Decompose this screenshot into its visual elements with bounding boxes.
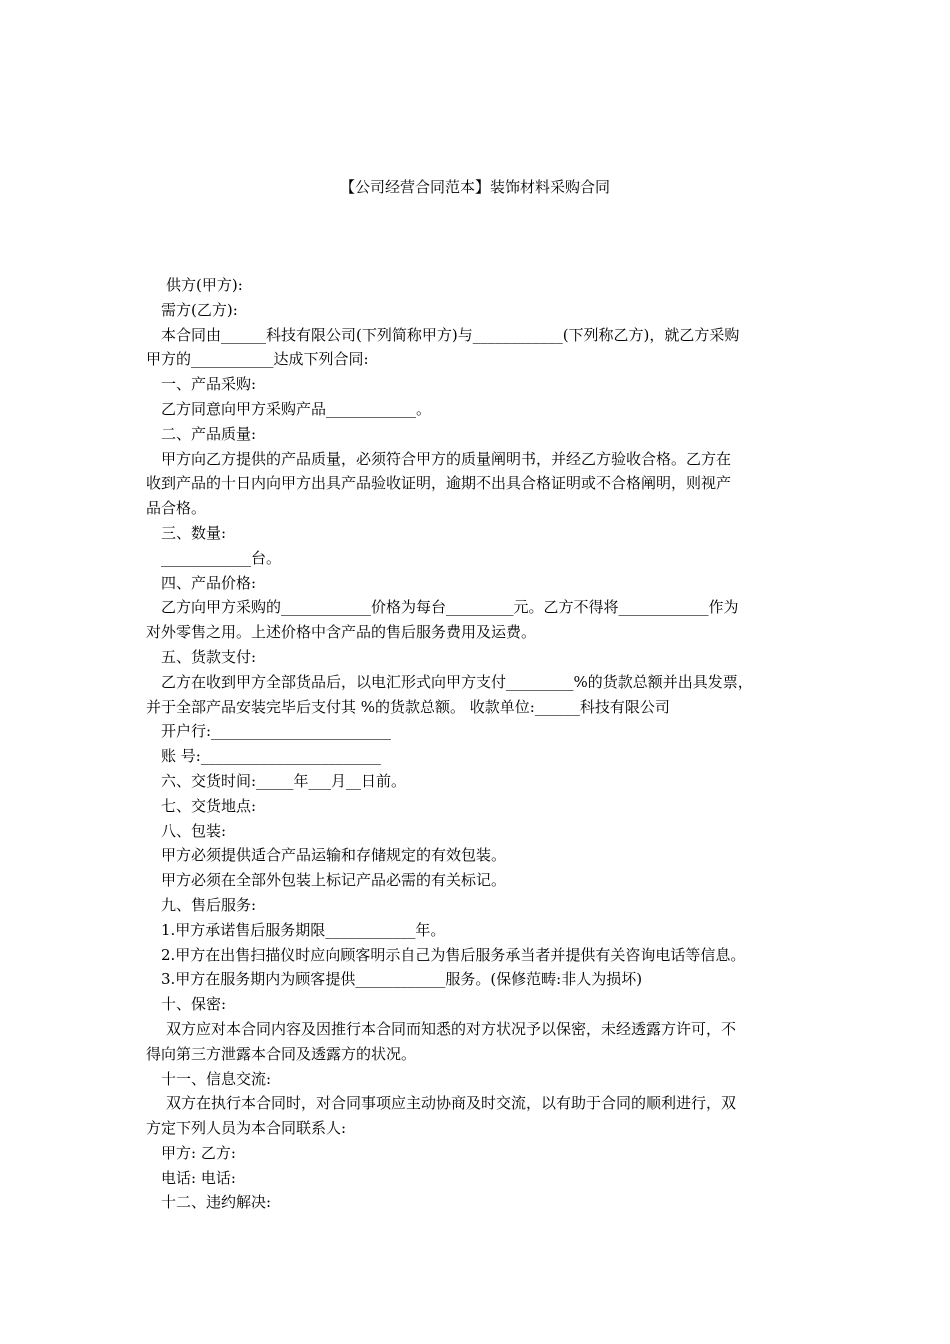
section-2-text-3: 品合格。 xyxy=(146,499,207,518)
section-5-text-2: 并于全部产品安装完毕后支付其 %的货款总额。 收款单位:______科技有限公司 xyxy=(146,697,670,716)
section-4-text-1: 乙方向甲方采购的____________价格为每台_________元。乙方不得将____________作为 xyxy=(161,598,739,617)
section-8-text-2: 甲方必须在全部外包装上标记产品必需的有关标记。 xyxy=(161,871,507,890)
section-11-heading: 十一、信息交流: xyxy=(161,1069,272,1088)
section-4-text-2: 对外零售之用。上述价格中含产品的售后服务费用及运费。 xyxy=(146,623,537,642)
section-6-heading: 六、交货时间:_____年___月__日前。 xyxy=(161,771,407,790)
section-10-heading: 十、保密: xyxy=(161,995,227,1014)
bank-line: 开户行:________________________ xyxy=(161,722,392,741)
section-2-heading: 二、产品质量: xyxy=(161,424,257,443)
intro-line-2: 甲方的___________达成下列合同: xyxy=(146,350,369,369)
contact-parties-line: 甲方: 乙方: xyxy=(161,1143,236,1162)
document-title: 【公司经营合同范本】装饰材料采购合同 xyxy=(339,178,610,196)
section-3-heading: 三、数量: xyxy=(161,523,227,542)
section-9-item-2: 2.甲方在出售扫描仪时应向顾客明示自己为售后服务承当者并提供有关咨询电话等信息。 xyxy=(161,945,746,964)
section-9-item-3: 3.甲方在服务期内为顾客提供____________服务。(保修范畴:非人为损坏) xyxy=(161,970,643,989)
section-4-heading: 四、产品价格: xyxy=(161,573,257,592)
section-10-text-1: 双方应对本合同内容及因推行本合同而知悉的对方状况予以保密，未经透露方许可，不 xyxy=(166,1019,737,1038)
section-7-heading: 七、交货地点: xyxy=(161,796,257,815)
section-11-text-2: 方定下列人员为本合同联系人: xyxy=(146,1119,347,1138)
section-8-text-1: 甲方必须提供适合产品运输和存储规定的有效包装。 xyxy=(161,846,507,865)
section-9-item-1: 1.甲方承诺售后服务期限____________年。 xyxy=(161,920,446,939)
section-10-text-2: 得向第三方泄露本合同及透露方的状况。 xyxy=(146,1044,417,1063)
section-2-text-1: 甲方向乙方提供的产品质量，必须符合甲方的质量阐明书，并经乙方验收合格。乙方在 xyxy=(161,449,732,468)
supplier-line: 供方(甲方): xyxy=(166,276,243,294)
section-5-text-1: 乙方在收到甲方全部货品后，以电汇形式向甲方支付_________%的货款总额并出具发票， xyxy=(161,672,753,691)
section-1-text: 乙方同意向甲方采购产品____________。 xyxy=(161,399,432,418)
buyer-line: 需方(乙方): xyxy=(161,300,238,319)
section-8-heading: 八、包装: xyxy=(161,821,227,840)
section-5-heading: 五、货款支付: xyxy=(161,647,257,666)
section-3-text: ____________台。 xyxy=(161,548,282,567)
section-12-heading: 十二、违约解决: xyxy=(161,1193,272,1212)
section-1-heading: 一、产品采购: xyxy=(161,375,257,394)
section-2-text-2: 收到产品的十日内向甲方出具产品验收证明，逾期不出具合格证明或不合格阐明，则视产 xyxy=(146,474,732,493)
contact-phone-line: 电话: 电话: xyxy=(161,1168,236,1187)
section-9-heading: 九、售后服务: xyxy=(161,895,257,914)
intro-line-1: 本合同由______科技有限公司(下列简称甲方)与____________(下列称乙方)，就乙方采购 xyxy=(161,325,740,344)
account-line: 账 号:________________________ xyxy=(161,747,381,766)
document-body xyxy=(146,273,810,1215)
section-11-text-1: 双方在执行本合同时，对合同事项应主动协商及时交流，以有助于合同的顺利进行，双 xyxy=(166,1094,737,1113)
